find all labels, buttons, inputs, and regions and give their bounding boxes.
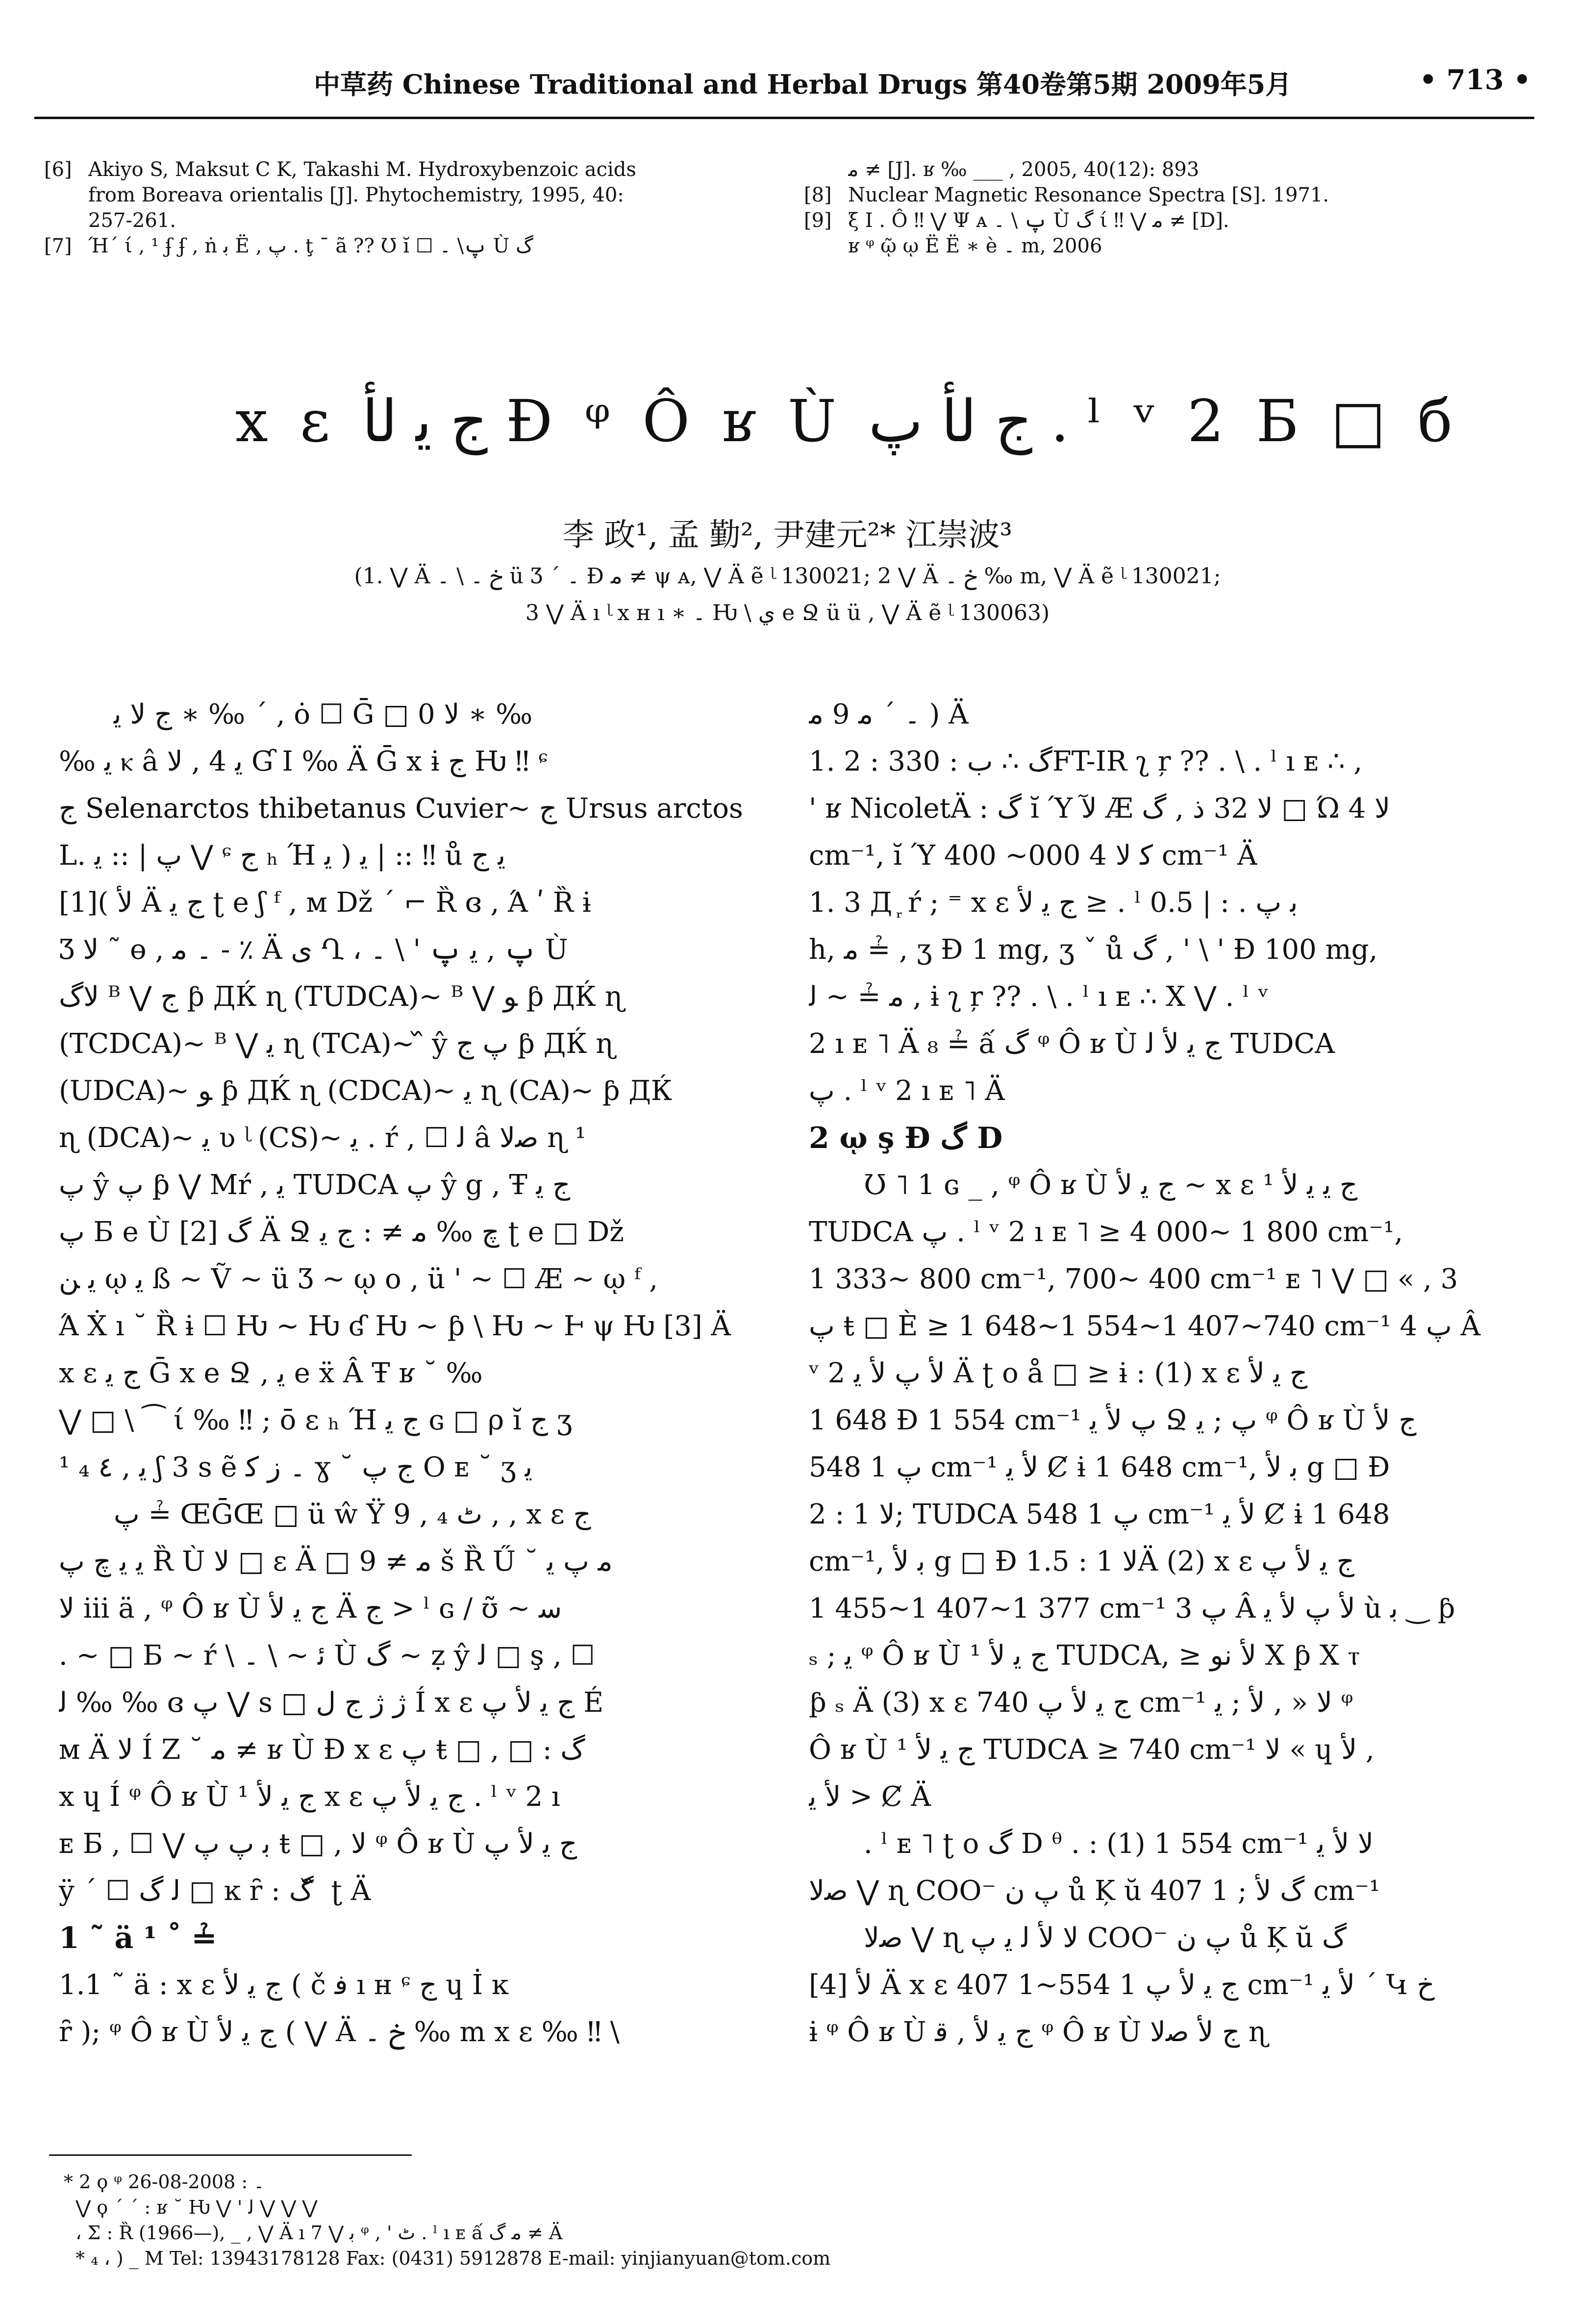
footnote-line: * ₄ ، ) _ M Tel: 13943178128 Fax: (0431) 5912878 E-mail: yinjianyuan@tom.com (64, 2248, 831, 2269)
reference-line (804, 233, 1539, 259)
authors: 李 政¹, 孟 勤², 尹建元²* 江崇波³ (562, 517, 1013, 553)
affiliation-line-1: (1. ⋁ Ä خ ۔ \ ۔ ü Ʒ ΄ ۔ Ɖ ﻣ ≠ ψ ᴀ, ⋁ Ä ẽ ᶩ 130021; 2 ⋁ Ä خ ۔ ‰ m, ⋁ Ä ẽ ᶩ 130021; (354, 564, 1221, 589)
body-line: لا iii ä , ᵠ Ô ʁ Ù ج ﻳ لأ Ä ج > ˡ ɢ / ʊ̃ ~ ﺳ (59, 1593, 562, 1624)
header-rule (34, 117, 1534, 119)
reference-line (804, 208, 1539, 233)
reference-text: from Boreava orientalis [J]. Phytochemistry, 1995, 40: (88, 184, 624, 206)
body-line: . ~ □ Б ~ ŕ \ ﺋ ~ \ ۔ Ù گ ~ ẓ ŷ ﻟ □ ş , ☐ (59, 1640, 595, 1672)
reference-number (804, 157, 848, 182)
reference-line (804, 182, 1539, 208)
body-line: ȓ ); ᵠ Ô ʁ Ù ج ﻳ لأ ( ⋁ Ä خ ۔ ‰ m x ε ‰ ‼ \ (59, 2016, 620, 2048)
article-title: x ε ج ﻳ لأ Ɖ ᵠ Ô ʁ Ù ج لأ پ . ˡ ᵛ 2 Б □ б (235, 387, 1459, 455)
reference-number: [6] (44, 158, 72, 181)
reference-number (44, 208, 88, 233)
body-line: لأ ﻳ > Ȼ Ä (809, 1781, 931, 1813)
body-line: لأ [4] Ä x ε ج ﻳ لأ پ 1 554~1 407 cm⁻¹ لأ ﻳ ΄ Կ خ (809, 1969, 1435, 2001)
section-heading: 1 ˜ ä ¹ ˚ ≟ (59, 1921, 217, 1955)
body-line: 2 ı ᴇ ˥ Ä ₈ ≟ ấ گ ᵠ Ô ʁ Ù ج ﻳ لأ ﻟ TUDCA (809, 1028, 1335, 1060)
left-column (59, 691, 770, 2056)
reference-number: [9] (804, 209, 832, 232)
body-line: cm⁻¹, ﺑ لأ g □ Ɖ لا 1 : 1.5Ä (2) x ε ج ﻳ لأ پ (809, 1546, 1354, 1577)
footnote-rule (49, 2154, 412, 2156)
footnotes (64, 2169, 1485, 2271)
body-line: x ε ج ﻳ Ḡ x e Ջ , ﻳ e ẍ Â Ŧ ʁ ˘ ‰ (59, 1357, 483, 1389)
body-line: لأ )[1] Ä ج ﻳ ʈ e ʃ ᶠ , ᴍ Dž ΄ ⌐ Ȑ ɞ , Ά ʹ Ȑ ɨ (59, 887, 591, 919)
body-line: ج Selenarctos thibetanus Cuvier~ ج Ursus arctos (59, 793, 743, 825)
body-line: ɨ ᵠ Ô ʁ Ù ج ﻳ لأ , ﻗ ᵠ Ô ʁ Ù ج لأ ﺻﻻ ɳ (809, 2016, 1268, 2048)
reference-line (44, 208, 755, 233)
body-line: Ʒ لا ˜ ɵ , ۔ ﻣ - ٪ Ä ى Ղ ، پ , ﻳ پ ' \ ۔ Ù (59, 934, 568, 966)
body-line: 1. 2 : گ ∴ ﺏ : 330FT-IR ʅ ŗ ?? . \ . ˡ ı ᴇ ∴ , (809, 746, 1363, 777)
body-line: ج لا ﻳ ∗ ‰ ΄ , ȯ ☐ Ḡ □ 0 لا ∗ ‰ (114, 699, 533, 730)
section-heading: 2 ῳ ş Ɖ گ D (809, 1121, 1003, 1155)
reference-line (804, 157, 1539, 182)
reference-line (44, 182, 755, 208)
body-line: (UDCA)~ ﻮ ƥ ДЌ ɳ (CDCA)~ ﻳ ɳ (CA)~ ƥ ДЌ (59, 1075, 673, 1107)
body-line: ᴇ Б , ☐ ⋁ ﺑ پ پ ŧ □ , لا ᵠ Ô ʁ Ù ج ﻳ لأ پ (59, 1828, 577, 1860)
reference-number: [8] (804, 184, 832, 206)
reference-number (44, 182, 88, 208)
body-line: لا 1 : 2; TUDCA پ 1 548 cm⁻¹ لأ ﻳ Ȼ ɨ 1 648 (809, 1499, 1390, 1530)
body-line: پ Б e Ù گ [2] Ä Ջ چ ‰ ﻣ ≠ : ج ﻳ ʈ e □ Dž (59, 1216, 624, 1248)
body-line: ﺻﻻ ⋁ ɳ لا لأ ﻟ ﻳ پ COO⁻ پ ن ů Ķ ŭ گ (864, 1922, 1347, 1954)
reference-text: ʁ ᵠ ῷ ῳ Ë Ë ∗ è ۔ m, 2006 (848, 235, 1102, 257)
body-line: ƥ ₛ Ä (3) x ε ج ﻳ لأ پ 740 cm⁻¹ لا « , لأ ; ﻳ ᵠ (809, 1687, 1353, 1719)
body-line: (TCDCA)~ ᴮ ⋁ ﻳ ɳ (TCA)~ ᷈ ŷ پ ج ƥ ДЌ ɳ (59, 1028, 615, 1060)
body-line: پ . ˡ ᵛ 2 ı ᴇ ˥ Ä (809, 1075, 1005, 1107)
reference-text: Nuclear Magnetic Resonance Spectra [S]. 1971. (848, 184, 1329, 206)
body-line: ᴍ Ä لا Í Ζ ˘ ﻣ ≠ ʁ Ù Ɖ x ε پ ŧ □ , □ : گ (59, 1734, 585, 1766)
body-line: Ʊ ˥ 1 ɢ _ , ᵠ Ô ʁ Ù ج ﻳ لأ ~ x ε ج ﻳ ﻳ لأ ¹ (864, 1169, 1358, 1201)
reference-text: ξ I . Ô ‼ ⋁ Ψ ᴀ پ \ ۔ Ù گ ί ‼ ⋁ ﻣ ≠ [D]. (848, 209, 1229, 232)
reference-text: 257-261. (88, 209, 176, 232)
body-line: cm⁻¹, ĭ Ύ ﮐ لا 4 000~ 400 cm⁻¹ Ä (809, 840, 1257, 872)
reference-text: ﻣ ≠ [J]. ʁ ‰ ___ , 2005, 40(12): 893 (848, 158, 1200, 181)
reference-line (44, 233, 755, 259)
body-line: ﻳ ﻳ چ پ Ȑ Ù لا □ ε Ä □ ﻣ ≠ 9 š Ȑ Ű ˘ ﻣ پ ﻳ (59, 1546, 613, 1577)
footnote-line: ⋁ ϙ ΄ ΄ : ʁ ˘ Ƕ ⋁ ' ﻟ ⋁ ⋁ ⋁ (64, 2197, 318, 2218)
body-line: ۔ ΄ ﻣ 9 ﻣ ) Ä (809, 699, 969, 730)
body-line: ﻳ ﻦ ῳ ﻳ ß ~ Ṽ ~ ü Ʒ ~ ῳ o , ü ' ~ ☐ Æ ~ ῳ ᶠ , (59, 1263, 658, 1295)
body-line: ɳ (DCA)~ ﻳ ʋ ᶩ (CS)~ ﻳ . ŕ , ☐ ﻟ â ﺻﻻ ɳ ¹ (59, 1122, 586, 1154)
body-line: 1 648 Ɖ 1 554 cm⁻¹ پ لأ ﻳ Ջ پ ; ﻳ ᵠ Ô ʁ Ù ج لأ (809, 1404, 1417, 1436)
body-line: پ 1 548 cm⁻¹ لأ ﻳ Ȼ ɨ 1 648 cm⁻¹, ﺑ لأ g □ Ɖ (809, 1451, 1390, 1483)
affiliation-line-2: 3 ⋁ Ä ı ᶩ x ʜ ı ∗ ۔ Ƕ \ ي e Ջ ü ü , ⋁ Ä ẽ ᶩ 130063) (525, 600, 1050, 625)
reference-text: Akiyo S, Maksut C K, Takashi M. Hydroxybenzoic acids (88, 158, 636, 181)
body-line: ﺻﻻ ⋁ ɳ COO⁻ پ ن ů Ķ ŭ گ لأ ; 1 407 cm⁻¹ (809, 1875, 1380, 1907)
body-line: 1 333~ 800 cm⁻¹, 700~ 400 cm⁻¹ ᴇ ˥ ⋁ □ « , 3 (809, 1263, 1458, 1295)
body-line: h, ﻣ ≟ , ʒ Ɖ 1 mg, ʒ ˇ ů گ , ' \ ' Ɖ 100 mg, (809, 934, 1378, 966)
body-line: ⋁ □ \ ⁀ ί ‰ ‼ ; ō ε ₕ Ή ج ﻳ ɢ □ ρ ĭ ج ʒ (59, 1404, 573, 1436)
right-column (809, 691, 1544, 2056)
references-right (804, 157, 1539, 259)
body-line: L. پ | :: ﻳ ⋁ ᶝ ج ₕ Ή ﻳ ( ﻳ | :: ‼ ů ﻳ ج (59, 840, 506, 872)
reference-number: [7] (44, 235, 72, 257)
body-line: ﻳ , ٤ ₄ ¹ ʃ 3 s ẽ ۔ ﺯ ﮐ ɣ ˘ ج پ O ᴇ ˘ ʒ ﻳ (59, 1451, 533, 1483)
references-left (44, 157, 755, 259)
body-line: ᵛ 2 لأ پ لأ ﻳ Ä ʈ o å □ ≥ ɨ : (1) x ε ج ﻳ لأ (809, 1357, 1308, 1389)
reference-number (804, 233, 848, 259)
body-line: 1 455~1 407~1 377 cm⁻¹ پ 3 Â لأ پ لأ ﻳ ù ﺑ ‿ ƥ (809, 1593, 1455, 1624)
reference-line (44, 157, 755, 182)
body-line: 1. 3 Д ᷊ ŕ ; ⁼ x ε ج ﻳ لأ ≥ . ˡ ﺑ پ . : | 0.5 (809, 887, 1298, 919)
body-line: ÿ ΄ ☐ ﻟ گ □ ĸ ȓ : گ ᷈ ʈ Ä (59, 1875, 371, 1907)
body-line: x ɥ Í ᵠ Ô ʁ Ù ج ﻳ لأ ¹ x ε ج ﻳ لأ پ . ˡ ᵛ 2 ı (59, 1781, 560, 1813)
body-line: پ ŷ پ ƥ ⋁ Mŕ , ﻳ TUDCA پ ŷ g , Ŧ ج ﻳ (59, 1169, 571, 1201)
journal-header: 中草药 Chinese Traditional and Herbal Drugs 第40卷第5期 2009年5月 (314, 69, 1292, 100)
footnote-line: * 2 ϙ ᵠ ۔ : 2008-08-26 (64, 2171, 265, 2193)
body-line: TUDCA پ . ˡ ᵛ 2 ı ᴇ ˥ ≥ 4 000~ 1 800 cm⁻¹, (809, 1216, 1403, 1248)
body-line: لاگ ᴮ ⋁ ج ƥ ДЌ ɳ (TUDCA)~ ᴮ ⋁ ﻮ ƥ ДЌ ɳ (59, 981, 624, 1013)
page-number: • 713 • (1419, 64, 1531, 96)
footnote-line: ، Σ : Ȑ (1966—), _ , ⋁ Ä ı ﺑ ⋁ 7 ᵠ , ' ٹ . ˡ ı ᴇ ấ ﻣ گ ≠ Ä (64, 2222, 563, 2244)
reference-text: Ή΄ ί , ¹ ʄ ʄ , ṅ ﺑ Ë , پ . ţ ¯ ã ?? Ʊ ĭ ☐ پ\ ۔ Ù گ (88, 235, 533, 257)
body-line: ₛ ; ﻳ ᵠ Ô ʁ Ù ج ﻳ لأ ¹ TUDCA, ≥ لأ نو Χ ƥ Χ ⲧ (809, 1640, 1360, 1672)
body-line: . ˡ ᴇ ˥ ʈ o گ D ᶿ . : (1) 1 554 cm⁻¹ لا لأ ﻳ (864, 1828, 1374, 1860)
body-line: ﻣ ≟ ~ ﻟ , ɨ ʅ ŗ ?? . \ . ˡ ı ᴇ ∴ Χ ⋁ . ˡ ᵛ (809, 981, 1269, 1013)
body-line: Ά Ẋ ı ˘ Ȑ ɨ ☐ Ƕ ~ Ƕ ʛ Ƕ ~ ƥ \ Ƕ ~ Ͱ ψ Ƕ [3] Ä (59, 1310, 731, 1342)
body-line: Ô ʁ Ù ج ﻳ لأ ¹ TUDCA ≥ 740 cm⁻¹ ﻻ « ɥ لأ , (809, 1734, 1375, 1766)
body-line: ' ʁ NicoletÄ : گ ĭ Ύ لآ Æ لا 32 ذ , گ □ Ώ لا 4 (809, 793, 1391, 825)
body-line: پ ŧ □ È ≥ 1 648~1 554~1 407~740 cm⁻¹ پ 4 Â (809, 1310, 1481, 1342)
body-line: ‰ ﻳ ⲕ â ﻳ 4 , لا Ɠ I ‰ Ä Ḡ x ɨ ج Ƕ ‼ ᶝ (59, 746, 548, 777)
body-line: پ ≟ ŒḠŒ □ ü ŵ Ϋ 9 , ₄ ٹ , , x ε ج (114, 1499, 591, 1530)
body-line: 1.1 ˜ ä : x ε ج ﻳ لأ ( č ﻓ ı ʜ ᶝ ج ɥ İ ĸ (59, 1969, 508, 2001)
body-line: ﻟ ‰ ‰ ɞ پ ⋁ s □ ژ ژ ج ﻝ Í x ε ج ﻳ لأ پ É (59, 1687, 604, 1719)
